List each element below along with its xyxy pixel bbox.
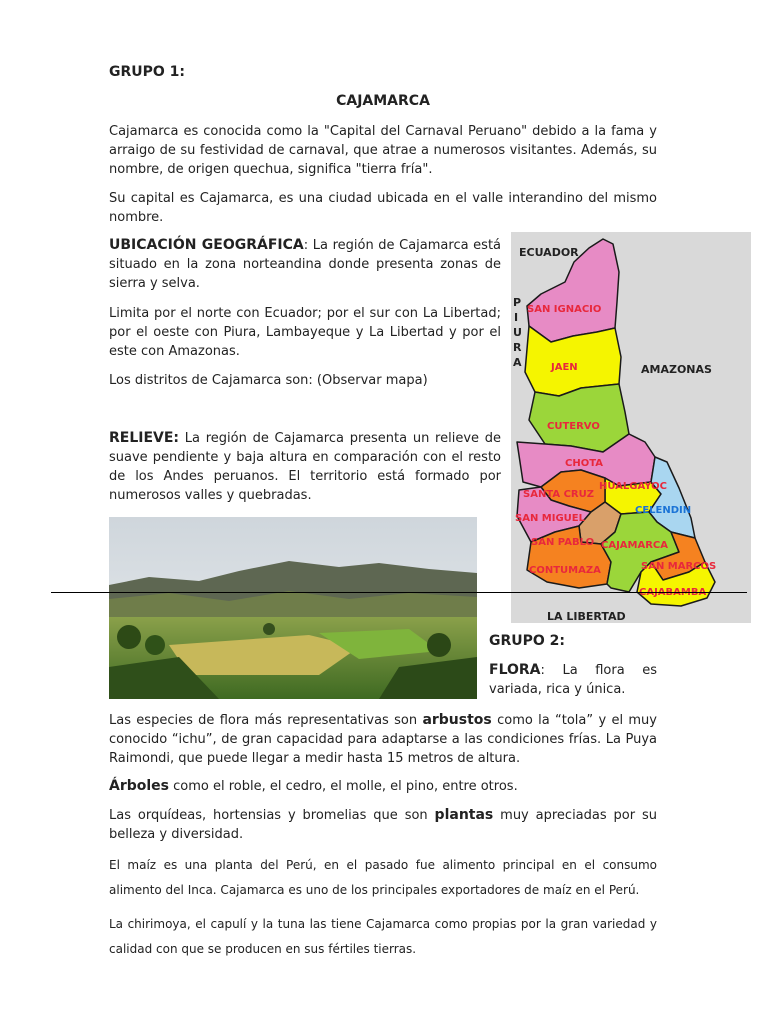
ubicacion-text: : La región de Cajamarca está situado en la zona norteandina donde presenta zonas de sierra y selva.	[109, 238, 502, 291]
relieve-paragraph	[109, 429, 501, 505]
province-label-celendin: CELENDIN	[635, 505, 692, 516]
arboles-bold: Árboles	[109, 778, 170, 794]
flora-label: FLORA	[489, 662, 541, 678]
landscape-photo-svg	[109, 517, 477, 699]
orquideas-bold: plantas	[434, 807, 494, 823]
piura-letter: R	[513, 341, 522, 354]
province-label-hualgayoc: HUALGAYOC	[599, 481, 668, 492]
amazonas-label: AMAZONAS	[641, 363, 712, 376]
orquideas-text-pre: Las orquídeas, hortensias y bromelias que son	[109, 808, 435, 823]
cajamarca-map	[511, 232, 751, 623]
orquideas-paragraph	[109, 806, 657, 844]
ubicacion-label: UBICACIÓN GEOGRÁFICA	[109, 237, 304, 253]
group1-heading: GRUPO 1:	[109, 64, 186, 80]
province-label-jaen: JAEN	[551, 362, 578, 373]
province-label-san-pablo: SAN PABLO	[531, 537, 595, 548]
relieve-label: RELIEVE:	[109, 430, 180, 446]
ecuador-label: ECUADOR	[519, 246, 579, 259]
limita-paragraph: Limita por el norte con Ecuador; por el sur con La Libertad; por el oeste con Piura, Lambayeque y La Libertad y por el este con Amazonas.	[109, 306, 501, 359]
page-title: CAJAMARCA	[336, 93, 430, 109]
province-label-cajamarca: CAJAMARCA	[601, 540, 669, 551]
la-libertad-label: LA LIBERTAD	[547, 610, 626, 623]
ubicacion-paragraph	[109, 236, 501, 293]
province-label-san-miguel: SAN MIGUEL	[515, 513, 585, 524]
region-cutervo	[529, 384, 629, 452]
piura-letter: U	[513, 326, 522, 339]
cajamarca-map-svg	[511, 232, 751, 623]
piura-letter: I	[514, 311, 519, 324]
province-label-santa-cruz: SANTA CRUZ	[523, 489, 594, 500]
flora-paragraph	[489, 661, 657, 699]
orquideas-text-post: muy apreciadas por su belleza y diversidad.	[109, 808, 657, 842]
piura-letter: P	[513, 296, 522, 309]
distritos-paragraph: Los distritos de Cajamarca son: (Observar mapa)	[109, 373, 428, 388]
province-label-chota: CHOTA	[565, 458, 603, 469]
province-label-san-marcos: SAN MARCOS	[641, 561, 717, 572]
capital-paragraph: Su capital es Cajamarca, es una ciudad ubicada en el valle interandino del mismo nombre.	[109, 191, 657, 225]
especies-text-post: como la “tola” y el muy conocido “ichu”, de gran capacidad para adaptarse a las condiciones frías. La Puya Raimondi, que puede llegar a medir hasta 15 metros de altura.	[109, 713, 657, 766]
group2-heading: GRUPO 2:	[489, 633, 566, 649]
province-label-san-ignacio: SAN IGNACIO	[527, 304, 602, 315]
especies-bold: arbustos	[422, 712, 492, 728]
relieve-text: La región de Cajamarca presenta un relieve de suave pendiente y baja altura en comparación con el resto de los Andes peruanos. El territorio está formado por numerosos valles y quebradas.	[109, 431, 501, 503]
especies-text-pre: Las especies de flora más representativas son	[109, 713, 423, 728]
piura-letter: A	[513, 356, 522, 369]
horizontal-rule	[51, 592, 747, 593]
chirimoya-paragraph: La chirimoya, el capulí y la tuna las tiene Cajamarca como propias por la gran variedad y calidad con que se producen en sus fértiles tierras.	[109, 917, 657, 956]
province-label-cutervo: CUTERVO	[547, 421, 600, 432]
flora-text: : La flora es variada, rica y única.	[489, 663, 657, 697]
province-label-contumaza: CONTUMAZA	[529, 565, 601, 576]
landscape-photo	[109, 517, 477, 699]
especies-paragraph	[109, 711, 657, 768]
arboles-text: como el roble, el cedro, el molle, el pino, entre otros.	[169, 779, 518, 794]
maiz-paragraph: El maíz es una planta del Perú, en el pasado fue alimento principal en el consumo alimento del Inca. Cajamarca es uno de los principales exportadores de maíz en el Perú.	[109, 858, 657, 897]
intro-paragraph: Cajamarca es conocida como la "Capital del Carnaval Peruano" debido a la fama y arraigo de su festividad de carnaval, que atrae a numerosos visitantes. Además, su nombre, de origen quechua, significa "tierra fría".	[109, 124, 657, 177]
arboles-paragraph	[109, 777, 657, 796]
